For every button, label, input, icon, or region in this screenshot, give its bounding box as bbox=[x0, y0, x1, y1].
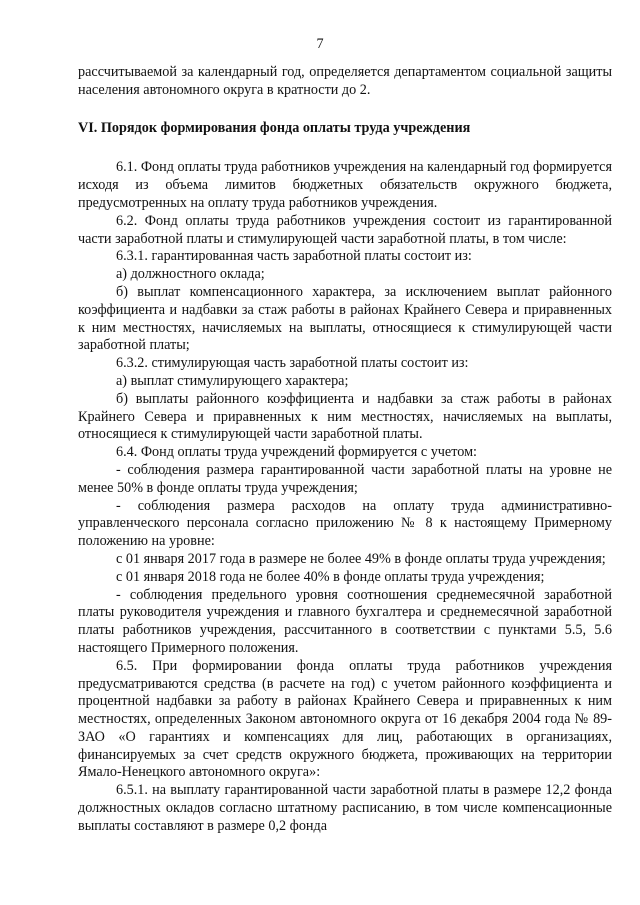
paragraph-6-3-1: 6.3.1. гарантированная часть заработной платы состоит из: bbox=[116, 248, 472, 265]
paragraph-6-1: 6.1. Фонд оплаты труда работников учреждения на календарный год формируется исходя из объема лимитов бюджетных обязательств окружного бюджета, предусмотренных на оплату труда работников учреждения. bbox=[78, 159, 612, 211]
list-item-b-compensation: б) выплат компенсационного характера, за исключением выплат районного коэффициента и надбавки за стаж работы в районах Крайнего Севера и приравненных к ним местностях, начисляемых на выплаты, относящиеся к стимулирующей части заработной платы; bbox=[78, 283, 612, 354]
paragraph-6-2: 6.2. Фонд оплаты труда работников учреждения состоит из гарантированной части заработной платы и стимулирующей части заработной платы, в том числе: bbox=[78, 212, 612, 247]
section-heading: VI. Порядок формирования фонда оплаты труда учреждения bbox=[78, 119, 471, 136]
limit-2018: с 01 января 2018 года не более 40% в фонде оплаты труда учреждения; bbox=[116, 568, 545, 585]
page-number: 7 bbox=[316, 36, 324, 52]
list-item-a-incentive: а) выплат стимулирующего характера; bbox=[116, 372, 349, 389]
bullet-salary-ratio: - соблюдения предельного уровня соотношения среднемесячной заработной платы руководителя учреждения и главного бухгалтера и среднемесячной заработной платы работников учреждения, рассчитанного в соответствии с пунктами 5.5, 5.6 настоящего Примерного положения. bbox=[78, 586, 612, 656]
paragraph-6-4: 6.4. Фонд оплаты труда учреждений формируется с учетом: bbox=[116, 444, 477, 461]
paragraph-6-5-1: 6.5.1. на выплату гарантированной части заработной платы в размере 12,2 фонда должностных окладов согласно штатному расписанию, в том числе компенсационные выплаты составляют в размере 0,2 фонда bbox=[78, 782, 612, 834]
paragraph-6-3-2: 6.3.2. стимулирующая часть заработной платы состоит из: bbox=[116, 355, 469, 372]
limit-2017: с 01 января 2017 года в размере не более 49% в фонде оплаты труда учреждения; bbox=[116, 550, 606, 567]
list-item-a-salary: а) должностного оклада; bbox=[116, 266, 265, 283]
bullet-admin-staff: - соблюдения размера расходов на оплату труда административно-управленческого персонала согласно приложению № 8 к настоящему Примерному положению на уровне: bbox=[78, 497, 612, 550]
bullet-guaranteed-part: - соблюдения размера гарантированной части заработной платы на уровне не менее 50% в фонде оплаты труда учреждения; bbox=[78, 461, 612, 496]
document-body bbox=[78, 64, 612, 836]
paragraph-6-5: 6.5. При формировании фонда оплаты труда работников учреждения предусматриваются средства (в расчете на год) с учетом районного коэффициента и процентной надбавки за работу в районах Крайнего Севера и приравненных к ним местностях, определенных Законом автономного округа от 16 декабря 2004 года № 89-ЗАО «О гарантиях и компенсациях для лиц, работающих в организациях, финансируемых за счет средств окружного бюджета, проживающих на территории Ямало-Ненецкого автономного округа»: bbox=[78, 657, 612, 781]
list-item-b-regional: б) выплаты районного коэффициента и надбавки за стаж работы в районах Крайнего Севера и приравненных к ним местностях, начисляемых на выплаты, относящиеся к стимулирующей части заработной платы. bbox=[78, 390, 612, 443]
paragraph-continuation: рассчитываемой за календарный год, определяется департаментом социальной защиты населения автономного округа в кратности до 2. bbox=[78, 64, 612, 98]
